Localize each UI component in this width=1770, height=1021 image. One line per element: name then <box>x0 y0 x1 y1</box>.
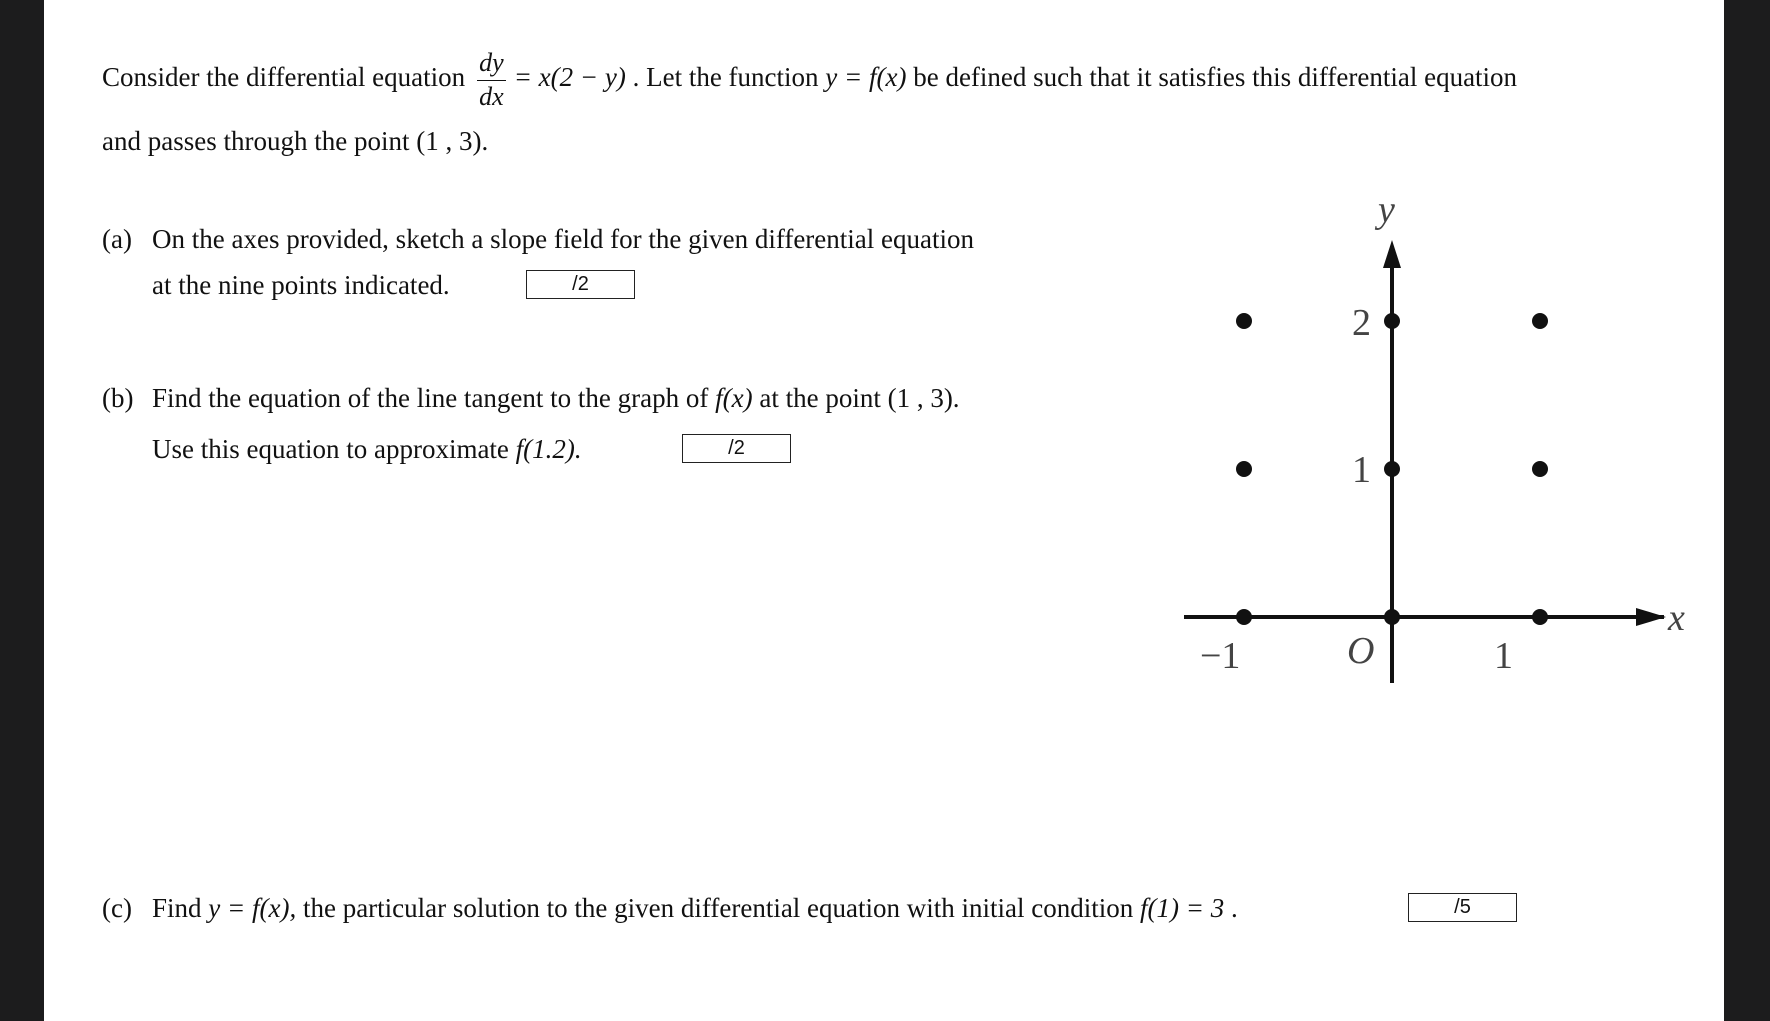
part-b-text-mid: at the point <box>759 383 881 413</box>
part-a-score-box[interactable]: /2 <box>526 270 635 299</box>
part-c-function: y = f(x), <box>208 893 297 923</box>
part-b-label: (b) <box>102 383 134 413</box>
y-axis-arrowhead <box>1383 240 1401 268</box>
part-b-point: (1 , 3). <box>887 383 960 413</box>
part-c-label: (c) <box>102 893 132 923</box>
part-c-find: Find <box>152 893 202 923</box>
intro-suffix: be defined such that it satisfies this differential equation <box>913 62 1518 93</box>
part-c-text: the particular solution to the given differential equation with initial condition <box>302 893 1134 923</box>
function-definition: y = f(x) <box>825 62 907 93</box>
x-axis-label: x <box>1668 597 1685 639</box>
part-c-condition: f(1) = 3 <box>1140 893 1225 923</box>
grid-point-9 <box>1532 313 1548 329</box>
grid-point-2 <box>1384 609 1400 625</box>
worksheet-page <box>44 0 1724 1021</box>
x-tick-label-1: 1 <box>1494 635 1513 677</box>
part-a-text-2: at the nine points indicated. <box>152 270 450 300</box>
fraction-numerator: dy <box>477 50 506 81</box>
initial-point: (1 , 3). <box>416 126 489 156</box>
intro-line2-prefix: and passes through the point <box>102 126 410 156</box>
fraction-denominator: dx <box>479 82 504 111</box>
grid-point-3 <box>1532 609 1548 625</box>
grid-point-6 <box>1532 461 1548 477</box>
grid-point-1 <box>1236 609 1252 625</box>
part-b-value: f(1.2). <box>515 434 582 464</box>
intro-prefix: Consider the differential equation <box>102 62 466 93</box>
part-b-text-1: Find the equation of the line tangent to the graph of <box>152 383 709 413</box>
y-tick-label-1: 1 <box>1352 449 1371 491</box>
intro-middle: . Let the function <box>632 62 819 93</box>
grid-point-4 <box>1236 461 1252 477</box>
y-tick-label-2: 2 <box>1352 302 1371 344</box>
part-b-text-2: Use this equation to approximate <box>152 434 509 464</box>
grid-point-5 <box>1384 461 1400 477</box>
grid-point-7 <box>1236 313 1252 329</box>
part-b-function: f(x) <box>715 383 753 413</box>
slope-field-axes <box>44 0 1724 1021</box>
part-c-score-box[interactable]: /5 <box>1408 893 1517 922</box>
equation-rhs: = x(2 − y) <box>513 62 626 93</box>
part-a-text-1: On the axes provided, sketch a slope field for the given differential equation <box>152 224 974 254</box>
part-b-score-box[interactable]: /2 <box>682 434 791 463</box>
grid-point-8 <box>1384 313 1400 329</box>
y-axis-label: y <box>1378 189 1395 231</box>
x-axis-arrowhead <box>1636 608 1666 626</box>
part-c-end: . <box>1230 893 1238 923</box>
part-a-label: (a) <box>102 224 132 254</box>
x-tick-label-neg1: −1 <box>1200 635 1241 677</box>
origin-label: O <box>1347 630 1375 672</box>
